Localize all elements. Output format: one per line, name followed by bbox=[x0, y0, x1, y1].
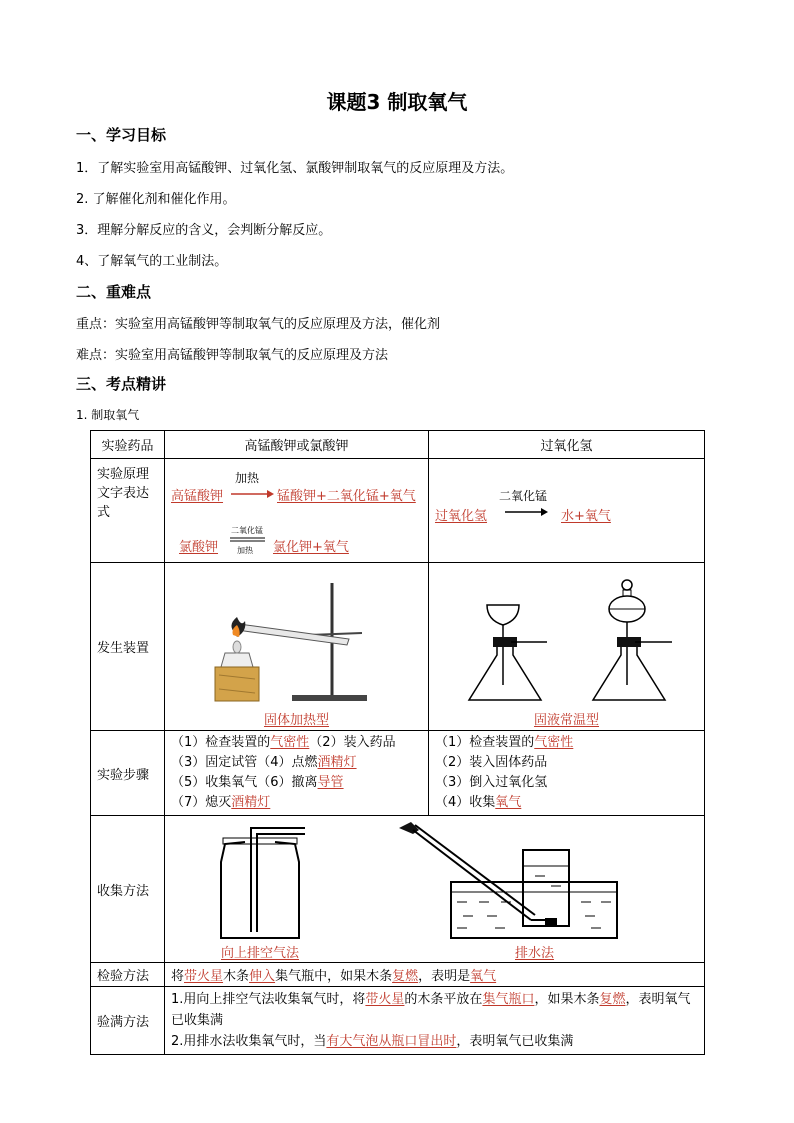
check-method: 将带火星木条伸入集气瓶中，如果木条复燃，表明是氧气 bbox=[165, 963, 705, 987]
eq3-reactant: 过氧化氢 bbox=[435, 508, 488, 524]
item-heading: 1. 制取氧气 bbox=[76, 408, 140, 422]
full-method bbox=[165, 987, 705, 1055]
equation-group-b bbox=[429, 461, 704, 561]
apparatus-caption-a: 固体加热型 bbox=[263, 713, 329, 728]
water-displacement-icon bbox=[395, 820, 625, 942]
eq1-reactant: 高锰酸钾 bbox=[171, 488, 224, 504]
apparatus-caption-b: 固液常温型 bbox=[533, 713, 599, 728]
collect-caption-a: 向上排空气法 bbox=[221, 946, 300, 961]
key-point: 重点：实验室用高锰酸钾等制取氧气的反应原理及方法，催化剂 bbox=[76, 317, 441, 332]
eq1-products: 锰酸钾+二氧化锰+氧气 bbox=[277, 488, 416, 504]
step-line-b2: （2）装入固体药品 bbox=[435, 755, 548, 770]
row-full-label: 验满方法 bbox=[91, 987, 165, 1055]
section-heading-explanation: 三、考点精讲 bbox=[76, 375, 167, 393]
steps-b bbox=[429, 731, 705, 816]
step-line-a4: （7）熄灭酒精灯 bbox=[171, 795, 271, 810]
eq1-condition: 加热 bbox=[235, 470, 260, 485]
header-kmno4-kclo3: 高锰酸钾或氯酸钾 bbox=[165, 431, 429, 459]
upward-air-collection-icon bbox=[205, 822, 315, 940]
eq3-arrow-icon bbox=[503, 505, 549, 519]
step-line-b3: （3）倒入过氧化氢 bbox=[435, 775, 548, 790]
eq2-reactant: 氯酸钾 bbox=[179, 539, 219, 555]
goal-4: 4、了解氧气的工业制法。 bbox=[76, 254, 228, 269]
step-line-a1: （1）检查装置的气密性（2）装入药品 bbox=[171, 735, 396, 750]
step-line-b4: （4）收集氧气 bbox=[435, 795, 522, 810]
header-h2o2: 过氧化氢 bbox=[429, 431, 705, 459]
header-reagent-label: 实验药品 bbox=[91, 431, 165, 459]
full-method-1: 1.用向上排空气法收集氧气时，将带火星的木条平放在集气瓶口，如果木条复燃，表明氧气已收集满 bbox=[171, 992, 691, 1028]
eq1-arrow-icon bbox=[229, 487, 275, 501]
oxygen-preparation-table bbox=[90, 430, 705, 1055]
steps-a bbox=[165, 731, 429, 816]
section-heading-goals: 一、学习目标 bbox=[76, 126, 167, 144]
solid-heating-apparatus-icon bbox=[197, 575, 397, 705]
row-collect-label: 收集方法 bbox=[91, 816, 165, 963]
eq2-condition-top: 二氧化锰 bbox=[231, 525, 263, 535]
solid-liquid-apparatus-icon bbox=[447, 575, 687, 705]
equation-group-a bbox=[165, 461, 428, 561]
eq2-condition-bottom: 加热 bbox=[237, 545, 253, 555]
collect-caption-b: 排水法 bbox=[515, 946, 555, 961]
step-line-a3: （5）收集氧气（6）撤离导管 bbox=[171, 775, 344, 790]
goal-2: 2. 了解催化剂和催化作用。 bbox=[76, 192, 236, 207]
full-method-2: 2.用排水法收集氧气时，当有大气泡从瓶口冒出时，表明氧气已收集满 bbox=[171, 1034, 574, 1049]
row-steps-label: 实验步骤 bbox=[91, 731, 165, 816]
section-heading-key-points: 二、重难点 bbox=[76, 283, 152, 301]
eq2-equal-sign-icon bbox=[229, 537, 267, 543]
eq3-condition: 二氧化锰 bbox=[499, 488, 548, 503]
row-check-label: 检验方法 bbox=[91, 963, 165, 987]
row-principle-label: 实验原理文字表达式 bbox=[91, 459, 165, 563]
step-line-a2: （3）固定试管（4）点燃酒精灯 bbox=[171, 755, 357, 770]
row-apparatus-label: 发生装置 bbox=[91, 563, 165, 731]
eq2-products: 氯化钾+氧气 bbox=[273, 539, 349, 555]
goal-1: 1．了解实验室用高锰酸钾、过氧化氢、氯酸钾制取氧气的反应原理及方法。 bbox=[76, 161, 514, 176]
goal-3: 3．理解分解反应的含义，会判断分解反应。 bbox=[76, 223, 332, 238]
page-title: 课题3 制取氧气 bbox=[326, 90, 468, 114]
step-line-b1: （1）检查装置的气密性 bbox=[435, 735, 574, 750]
eq3-products: 水+氧气 bbox=[561, 508, 611, 524]
difficult-point: 难点：实验室用高锰酸钾等制取氧气的反应原理及方法 bbox=[76, 348, 389, 363]
